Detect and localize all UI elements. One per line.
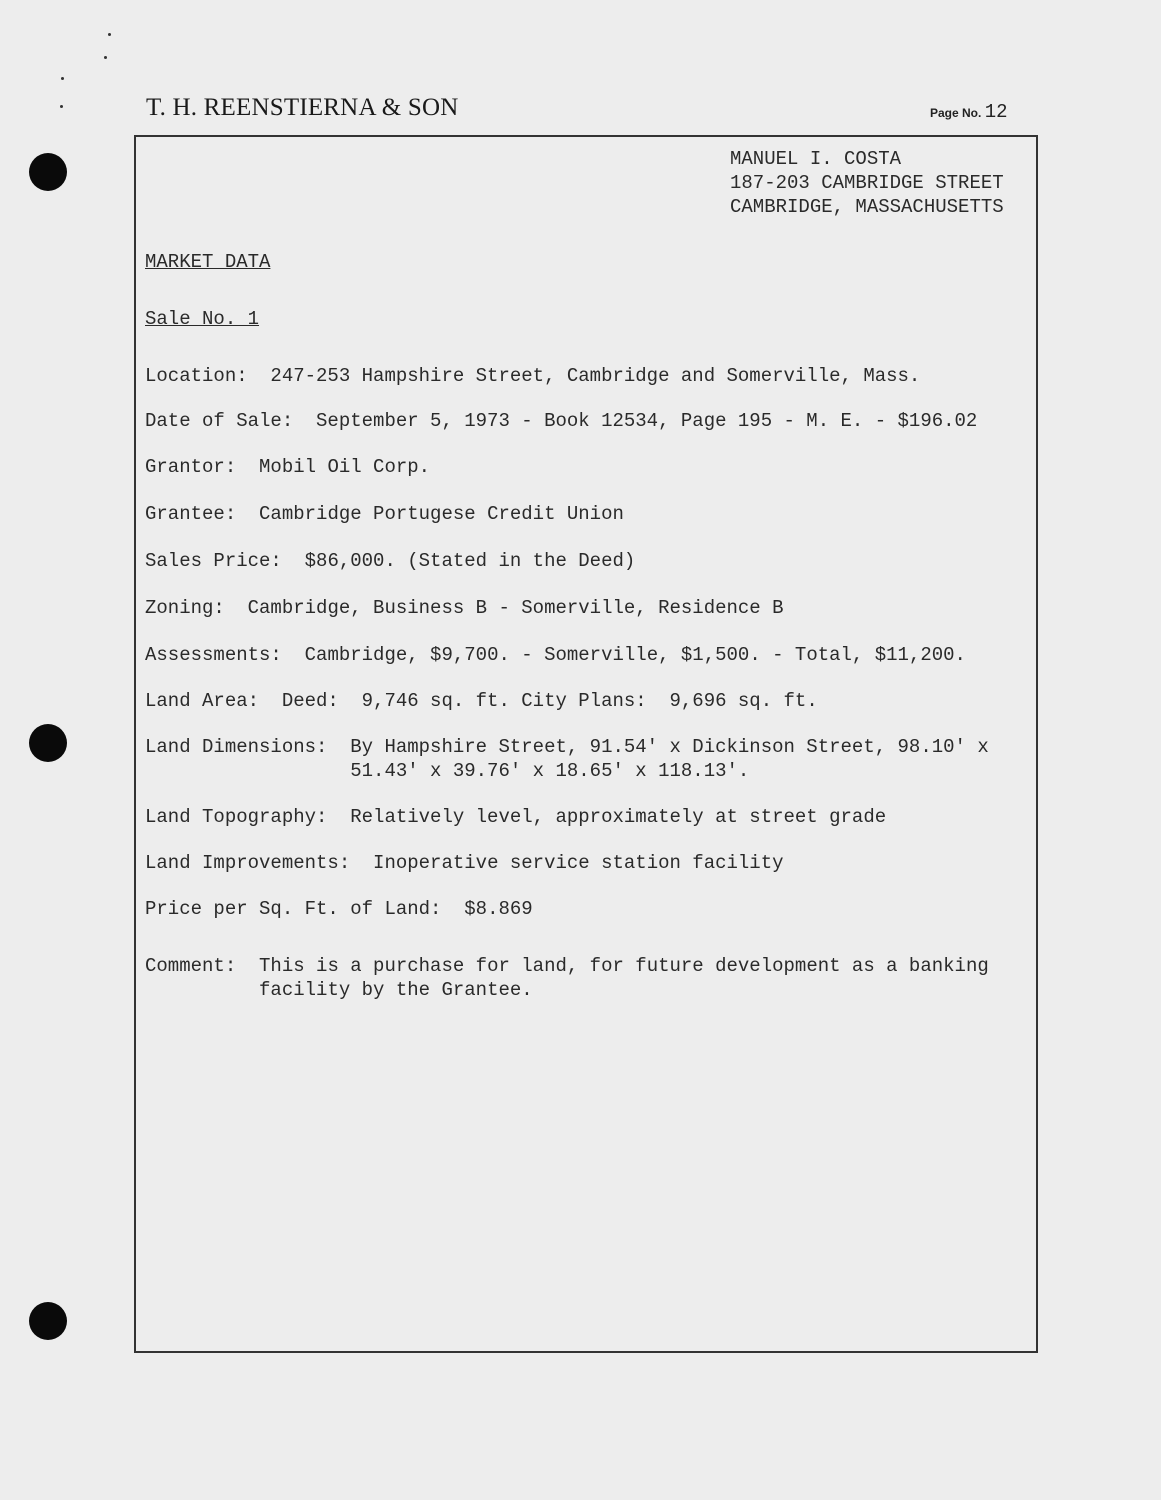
field-location: Location: 247-253 Hampshire Street, Cambridge and Somerville, Mass. [145,365,921,387]
field-grantor: Grantor: Mobil Oil Corp. [145,456,431,478]
field-grantee: Grantee: Cambridge Portugese Credit Union [145,503,624,525]
speck [60,105,63,108]
field-price-per-sqft: Price per Sq. Ft. of Land: $8.869 [145,898,533,920]
property-address: MANUEL I. COSTA 187-203 CAMBRIDGE STREET CAMBRIDGE, MASSACHUSETTS [730,148,1004,218]
field-comment: Comment: This is a purchase for land, for future development as a banking facility by the Grantee. [145,955,989,1001]
speck [104,56,107,59]
sale-title: Sale No. 1 [145,308,260,330]
field-date: Date of Sale: September 5, 1973 - Book 12534, Page 195 - M. E. - $196.02 [145,410,978,432]
field-sales-price: Sales Price: $86,000. (Stated in the Deed) [145,550,636,572]
field-land-topography: Land Topography: Relatively level, approximately at street grade [145,806,887,828]
punch-hole [29,724,67,762]
field-zoning: Zoning: Cambridge, Business B - Somerville, Residence B [145,597,784,619]
firm-name: T. H. REENSTIERNA & SON [146,94,459,121]
field-land-dimensions: Land Dimensions: By Hampshire Street, 91.54' x Dickinson Street, 98.10' x 51.43' x 39.76' x 18.65' x 118.13'. [145,736,989,782]
field-assessments: Assessments: Cambridge, $9,700. - Somerville, $1,500. - Total, $11,200. [145,644,966,666]
punch-hole [29,153,67,191]
speck [108,33,111,36]
punch-hole [29,1302,67,1340]
field-land-area: Land Area: Deed: 9,746 sq. ft. City Plans: 9,696 sq. ft. [145,690,818,712]
section-title: MARKET DATA [145,251,271,273]
speck [61,77,64,80]
page-number: Page No. 12 [930,101,1008,123]
field-land-improvements: Land Improvements: Inoperative service station facility [145,852,784,874]
